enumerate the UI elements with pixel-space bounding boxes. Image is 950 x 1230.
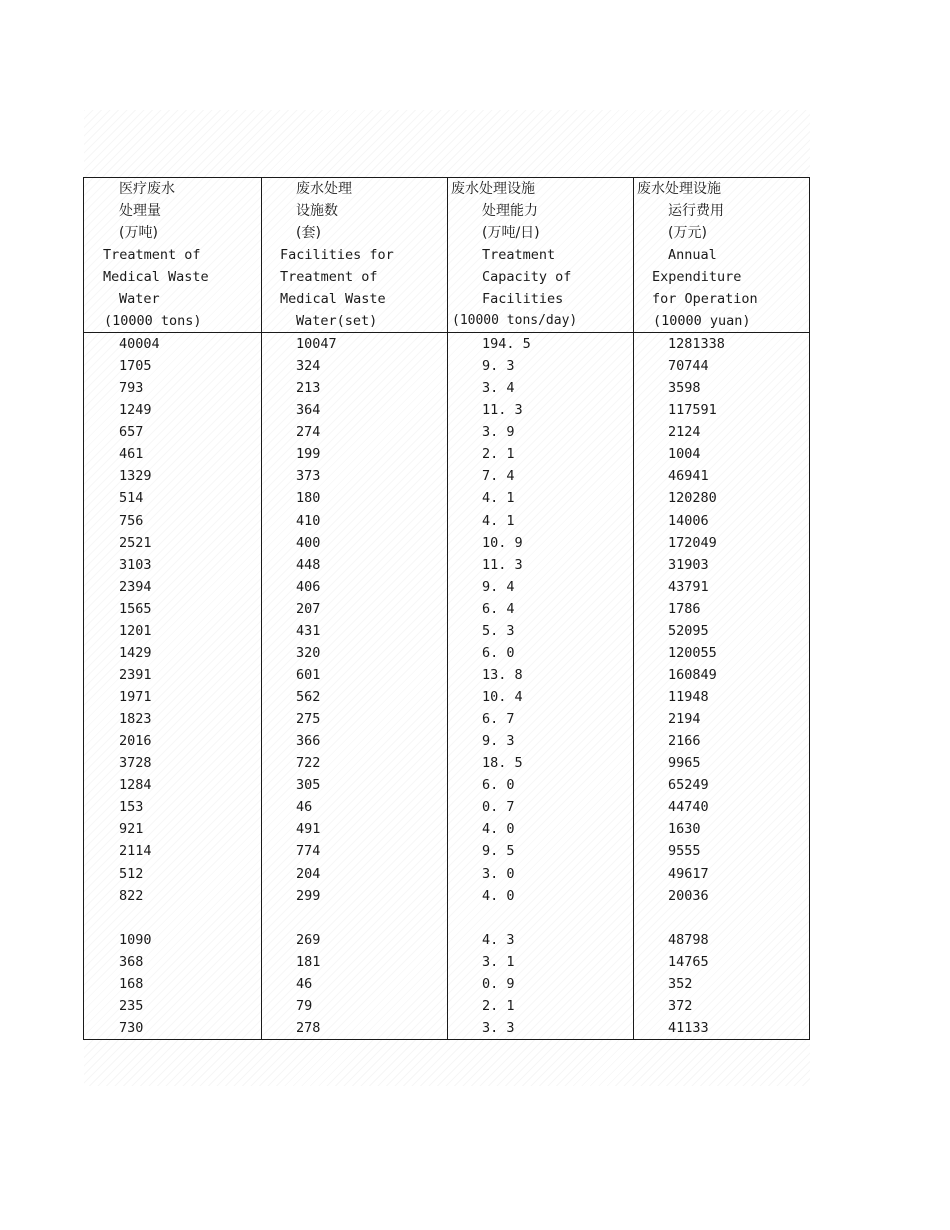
header-cell-expenditure [634, 178, 810, 332]
cell-expenditure: 65249 [668, 777, 709, 794]
header-cell-capacity [448, 178, 633, 332]
cell-capacity: 6. 7 [482, 711, 515, 728]
cell-facilities: 275 [296, 711, 321, 728]
cell-expenditure: 120280 [668, 490, 717, 507]
cell-capacity: 3. 9 [482, 424, 515, 441]
background-hatch-bottom [84, 1040, 810, 1086]
cell-capacity: 0. 7 [482, 799, 515, 816]
header-cell-treatment-volume [84, 178, 261, 332]
cell-treatment-volume: 2521 [119, 534, 152, 551]
cell-treatment-volume: 1823 [119, 711, 152, 728]
cell-facilities: 722 [296, 755, 321, 772]
cell-capacity: 9. 4 [482, 578, 515, 595]
cell-expenditure: 52095 [668, 622, 709, 639]
table-row [84, 399, 809, 421]
table-row [84, 554, 809, 576]
cell-capacity: 2. 1 [482, 997, 515, 1014]
cell-facilities: 274 [296, 424, 321, 441]
header-line: 医疗废水 [119, 181, 175, 197]
cell-capacity: 9. 3 [482, 358, 515, 375]
header-line: Facilities [482, 291, 564, 307]
cell-treatment-volume: 1249 [119, 402, 152, 419]
cell-expenditure: 41133 [668, 1019, 709, 1036]
cell-treatment-volume: 1565 [119, 600, 152, 617]
table-row [84, 510, 809, 532]
cell-facilities: 406 [296, 578, 321, 595]
table-row [84, 730, 809, 752]
table-row [84, 465, 809, 487]
cell-expenditure: 352 [668, 975, 693, 992]
cell-facilities: 562 [296, 689, 321, 705]
cell-treatment-volume: 2391 [119, 666, 152, 683]
cell-treatment-volume: 730 [119, 1019, 144, 1036]
cell-treatment-volume: 2394 [119, 578, 152, 595]
cell-expenditure: 120055 [668, 644, 717, 661]
cell-expenditure: 3598 [668, 380, 701, 397]
cell-treatment-volume: 793 [119, 380, 144, 397]
table-row [84, 818, 809, 840]
table-row [84, 1017, 809, 1039]
cell-facilities: 448 [296, 556, 321, 573]
cell-expenditure: 1004 [668, 446, 701, 463]
cell-facilities: 299 [296, 887, 321, 904]
cell-treatment-volume: 1201 [119, 622, 152, 639]
cell-expenditure: 48798 [668, 931, 709, 948]
table-row [84, 774, 809, 796]
cell-expenditure: 14765 [668, 953, 709, 970]
cell-capacity: 9. 3 [482, 733, 515, 750]
cell-facilities: 199 [296, 446, 321, 463]
cell-capacity: 10. 4 [482, 689, 523, 705]
header-line: (10000 tons/day) [452, 313, 578, 328]
cell-capacity: 4. 0 [482, 821, 515, 838]
cell-treatment-volume: 512 [119, 865, 144, 882]
cell-facilities: 204 [296, 865, 321, 882]
cell-expenditure: 172049 [668, 534, 717, 551]
header-line: for Operation [652, 291, 758, 307]
header-line: Expenditure [652, 269, 742, 285]
cell-expenditure: 1630 [668, 821, 701, 838]
cell-treatment-volume: 2114 [119, 843, 152, 860]
table-row [84, 951, 809, 973]
cell-capacity: 4. 0 [482, 887, 515, 904]
header-line: (套) [296, 225, 321, 241]
cell-capacity: 4. 3 [482, 931, 515, 948]
cell-facilities: 410 [296, 512, 321, 529]
table-row [84, 532, 809, 554]
cell-facilities: 269 [296, 931, 321, 948]
cell-facilities: 320 [296, 644, 321, 661]
cell-facilities: 207 [296, 600, 321, 617]
header-line: (10000 yuan) [653, 313, 751, 329]
cell-capacity: 6. 0 [482, 777, 515, 794]
cell-capacity: 0. 9 [482, 975, 515, 992]
cell-treatment-volume: 3103 [119, 556, 152, 573]
table-row [84, 598, 809, 620]
cell-expenditure: 49617 [668, 865, 709, 882]
table-row [84, 752, 809, 774]
header-line: Water(set) [296, 313, 378, 329]
cell-capacity: 194. 5 [482, 336, 531, 352]
table-row [84, 686, 809, 708]
cell-capacity: 3. 3 [482, 1019, 515, 1036]
cell-expenditure: 43791 [668, 578, 709, 595]
cell-capacity: 9. 5 [482, 843, 515, 860]
cell-capacity: 13. 8 [482, 666, 523, 683]
background-hatch-top [84, 110, 810, 178]
cell-treatment-volume: 153 [119, 799, 144, 816]
table-row [84, 863, 809, 885]
header-line: 废水处理设施 [451, 181, 535, 197]
header-line: (万吨) [119, 225, 158, 241]
cell-facilities: 364 [296, 402, 321, 419]
cell-expenditure: 2124 [668, 424, 701, 441]
cell-treatment-volume: 756 [119, 512, 144, 529]
cell-treatment-volume: 514 [119, 490, 144, 507]
cell-treatment-volume: 1429 [119, 644, 152, 661]
table-row [84, 487, 809, 509]
cell-expenditure: 1281338 [668, 336, 725, 352]
cell-treatment-volume: 1971 [119, 689, 152, 705]
table-row [84, 973, 809, 995]
table-row [84, 907, 809, 929]
cell-facilities: 46 [296, 975, 313, 992]
table-row [84, 355, 809, 377]
cell-expenditure: 372 [668, 997, 693, 1014]
cell-capacity: 18. 5 [482, 755, 523, 772]
cell-treatment-volume: 461 [119, 446, 144, 463]
cell-treatment-volume: 1284 [119, 777, 152, 794]
cell-treatment-volume: 235 [119, 997, 144, 1014]
table-row [84, 443, 809, 465]
table-row [84, 708, 809, 730]
header-line: Treatment of [103, 247, 201, 263]
table-row [84, 885, 809, 907]
cell-facilities: 366 [296, 733, 321, 750]
cell-expenditure: 11948 [668, 689, 709, 705]
cell-expenditure: 2166 [668, 733, 701, 750]
table-row [84, 840, 809, 862]
cell-treatment-volume: 2016 [119, 733, 152, 750]
cell-expenditure: 44740 [668, 799, 709, 816]
cell-treatment-volume: 368 [119, 953, 144, 970]
cell-treatment-volume: 1090 [119, 931, 152, 948]
header-line: 处理能力 [482, 203, 538, 219]
header-line: Treatment of [280, 269, 378, 285]
cell-expenditure: 14006 [668, 512, 709, 529]
header-line: Annual [668, 247, 717, 263]
header-cell-facilities [262, 178, 447, 332]
cell-capacity: 3. 0 [482, 865, 515, 882]
cell-facilities: 278 [296, 1019, 321, 1036]
cell-treatment-volume: 168 [119, 975, 144, 992]
table-row [84, 642, 809, 664]
cell-facilities: 181 [296, 953, 321, 970]
cell-treatment-volume: 40004 [119, 336, 160, 352]
cell-expenditure: 2194 [668, 711, 701, 728]
cell-capacity: 4. 1 [482, 512, 515, 529]
cell-facilities: 774 [296, 843, 321, 860]
cell-treatment-volume: 1705 [119, 358, 152, 375]
header-line: 废水处理设施 [637, 181, 721, 197]
header-line: Treatment [482, 247, 556, 263]
cell-facilities: 180 [296, 490, 321, 507]
header-line: 设施数 [296, 203, 338, 219]
cell-expenditure: 20036 [668, 887, 709, 904]
cell-treatment-volume: 1329 [119, 468, 152, 485]
header-line: Facilities for [280, 247, 394, 263]
header-line: Medical Waste [280, 291, 386, 307]
header-line: Capacity of [482, 269, 572, 285]
cell-capacity: 5. 3 [482, 622, 515, 639]
cell-facilities: 373 [296, 468, 321, 485]
table-row [84, 421, 809, 443]
cell-treatment-volume: 822 [119, 887, 144, 904]
table-row [84, 333, 809, 355]
table-row [84, 620, 809, 642]
cell-expenditure: 160849 [668, 666, 717, 683]
header-line: Medical Waste [103, 269, 209, 285]
cell-facilities: 601 [296, 666, 321, 683]
table-body [84, 333, 809, 1039]
data-table [83, 177, 810, 1040]
table-row [84, 995, 809, 1017]
cell-facilities: 46 [296, 799, 313, 816]
table-row [84, 576, 809, 598]
cell-facilities: 305 [296, 777, 321, 794]
cell-expenditure: 70744 [668, 358, 709, 375]
cell-expenditure: 117591 [668, 402, 717, 419]
cell-treatment-volume: 3728 [119, 755, 152, 772]
cell-capacity: 10. 9 [482, 534, 523, 551]
header-line: (10000 tons) [104, 313, 202, 329]
cell-capacity: 2. 1 [482, 446, 515, 463]
cell-facilities: 213 [296, 380, 321, 397]
cell-facilities: 324 [296, 358, 321, 375]
cell-expenditure: 9965 [668, 755, 701, 772]
header-line: 运行费用 [668, 203, 724, 219]
cell-expenditure: 46941 [668, 468, 709, 485]
cell-facilities: 79 [296, 997, 313, 1014]
cell-treatment-volume: 921 [119, 821, 144, 838]
table-row [84, 929, 809, 951]
cell-capacity: 4. 1 [482, 490, 515, 507]
cell-capacity: 11. 3 [482, 556, 523, 573]
cell-capacity: 3. 4 [482, 380, 515, 397]
header-line: (万吨/日) [482, 225, 540, 241]
table-row [84, 377, 809, 399]
header-line: 处理量 [119, 203, 161, 219]
cell-capacity: 11. 3 [482, 402, 523, 419]
cell-facilities: 431 [296, 622, 321, 639]
header-line: 废水处理 [296, 181, 352, 197]
table-row [84, 796, 809, 818]
header-line: Water [119, 291, 160, 307]
cell-capacity: 6. 4 [482, 600, 515, 617]
header-line: (万元) [668, 225, 707, 241]
cell-capacity: 7. 4 [482, 468, 515, 485]
cell-expenditure: 31903 [668, 556, 709, 573]
cell-expenditure: 9555 [668, 843, 701, 860]
cell-treatment-volume: 657 [119, 424, 144, 441]
cell-capacity: 6. 0 [482, 644, 515, 661]
cell-facilities: 10047 [296, 336, 337, 352]
cell-facilities: 491 [296, 821, 321, 838]
table-row [84, 664, 809, 686]
cell-capacity: 3. 1 [482, 953, 515, 970]
cell-facilities: 400 [296, 534, 321, 551]
cell-expenditure: 1786 [668, 600, 701, 617]
